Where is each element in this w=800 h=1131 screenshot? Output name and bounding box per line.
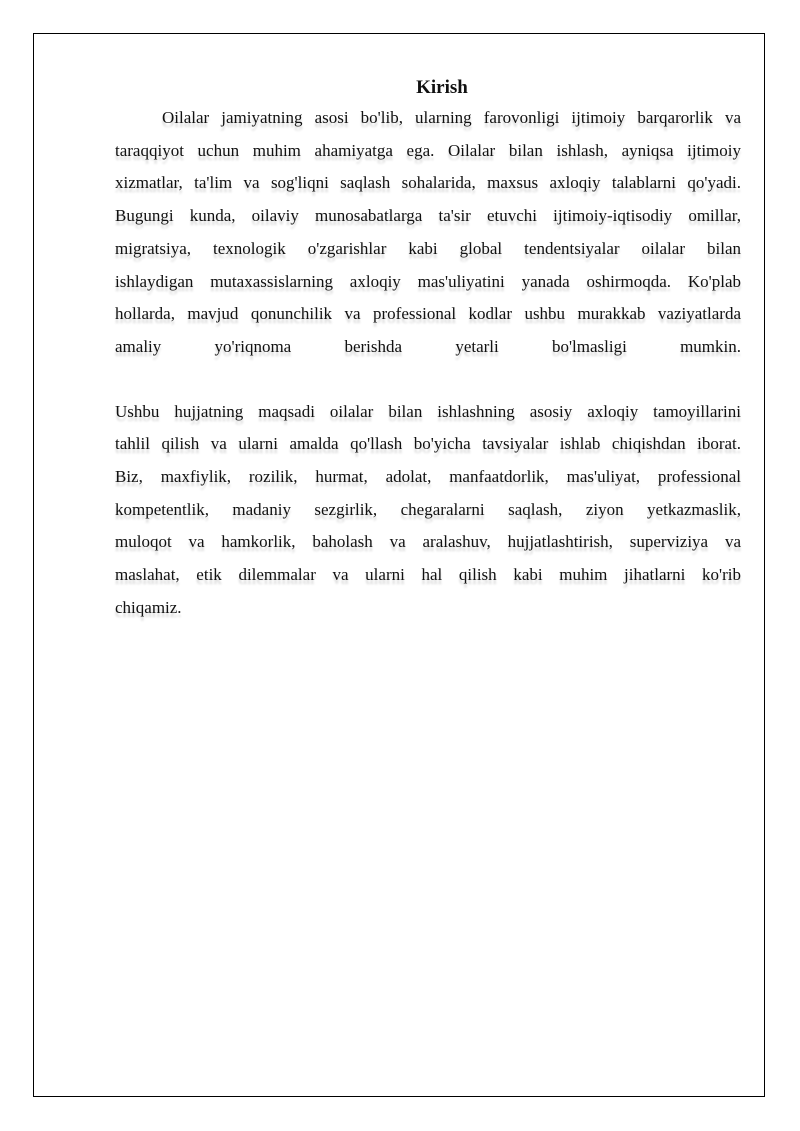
paragraph-line: hollarda, mavjud qonunchilik va professional kodlar ushbu murakkab vaziyatlarda [115, 304, 741, 324]
paragraph-purpose [115, 396, 741, 625]
paragraph-line: maslahat, etik dilemmalar va ularni hal qilish kabi muhim jihatlarni ko'rib [115, 565, 741, 585]
paragraph-intro [115, 102, 741, 364]
paragraph-line: muloqot va hamkorlik, baholash va aralashuv, hujjatlashtirish, superviziya va [115, 532, 741, 552]
paragraph-line: kompetentlik, madaniy sezgirlik, chegaralarni saqlash, ziyon yetkazmaslik, [115, 499, 741, 519]
document-body [115, 74, 741, 625]
paragraph-line: taraqqiyot uchun muhim ahamiyatga ega. Oilalar bilan ishlash, ayniqsa ijtimoiy [115, 140, 741, 160]
paragraph-line: amaliy yo'riqnoma berishda yetarli bo'lmasligi mumkin. [115, 336, 741, 356]
paragraph-line: tahlil qilish va ularni amalda qo'llash bo'yicha tavsiyalar ishlab chiqishdan iborat. [115, 434, 741, 454]
document-title: Kirish [416, 77, 468, 98]
paragraph-line: Bugungi kunda, oilaviy munosabatlarga ta'sir etuvchi ijtimoiy-iqtisodiy omillar, [115, 206, 741, 226]
paragraph-line: Biz, maxfiylik, rozilik, hurmat, adolat, manfaatdorlik, mas'uliyat, professional [115, 467, 741, 487]
paragraph-line: chiqamiz. [115, 597, 182, 617]
paragraph-line: Oilalar jamiyatning asosi bo'lib, ularning farovonligi ijtimoiy barqarorlik va [162, 108, 741, 127]
paragraph-line: migratsiya, texnologik o'zgarishlar kabi global tendentsiyalar oilalar bilan [115, 238, 741, 258]
paragraph-line: ishlaydigan mutaxassislarning axloqiy mas'uliyatini yanada oshirmoqda. Ko'plab [115, 271, 741, 291]
paragraph-line: Ushbu hujjatning maqsadi oilalar bilan ishlashning asosiy axloqiy tamoyillarini [115, 401, 741, 421]
paragraph-line: xizmatlar, ta'lim va sog'liqni saqlash sohalarida, maxsus axloqiy talablarni qo'yadi. [115, 173, 741, 193]
